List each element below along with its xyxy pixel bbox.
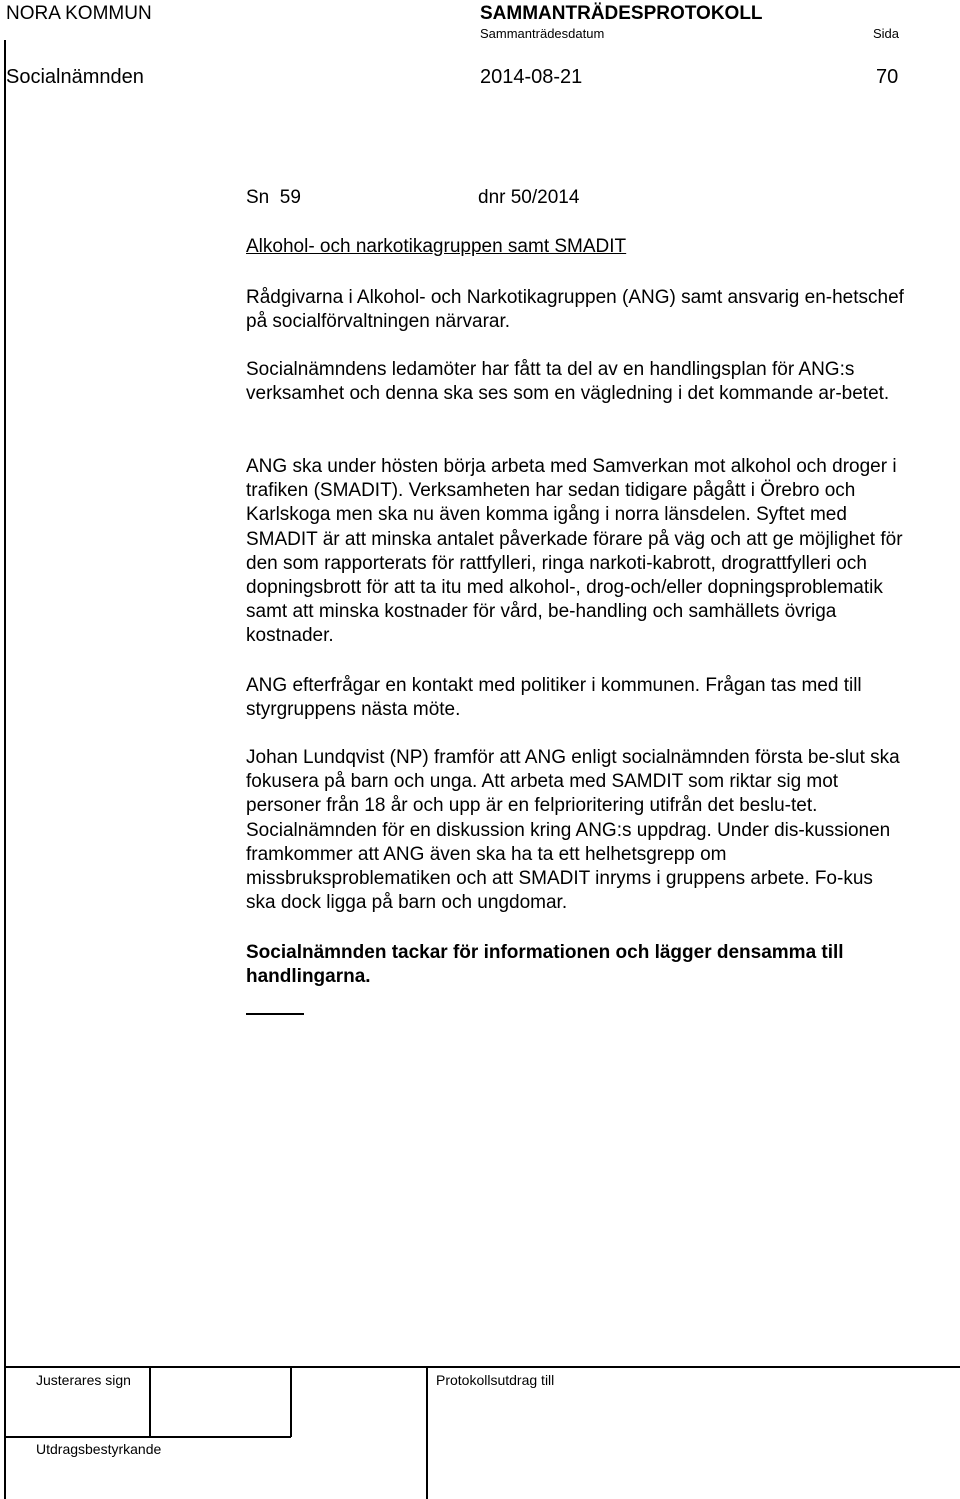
decision bbox=[246, 941, 906, 989]
paragraph-2 bbox=[246, 358, 906, 406]
org-name: NORA KOMMUN bbox=[6, 3, 152, 24]
justerares-sign-label: Justerares sign bbox=[36, 1372, 131, 1388]
paragraph-2-text: Socialnämndens ledamöter har fått ta del av en handlingsplan för ANG:s verksamhet och denna ska ses som en vägledning i det kommande ar-betet. bbox=[246, 359, 890, 405]
footer-top-line bbox=[4, 1366, 960, 1368]
paragraph-4 bbox=[246, 674, 906, 722]
paragraph-1 bbox=[246, 286, 906, 334]
utdragsbestyrkande-label: Utdragsbestyrkande bbox=[36, 1441, 162, 1457]
footer-divider-1 bbox=[149, 1366, 151, 1437]
page-number: 70 bbox=[876, 66, 899, 88]
paragraph-5-text: Johan Lundqvist (NP) framför att ANG enligt socialnämnden första be-slut ska fokusera på barn och unga. Att arbeta med SAMDIT som riktar sig mot personer från 18 år och upp är en felprioritering utifrån det beslu-tet. Socialnämnden för en diskussion kring ANG:s uppdrag. Under dis-kussionen framkommer att ANG även ska ha ta ett helhetsgrepp om missbruksproblematiken och att SMADIT inryms i gruppens arbete. Fo-kus ska dock ligga på barn och ungdomar. bbox=[246, 747, 900, 914]
footer-middle-line-left bbox=[4, 1436, 291, 1438]
paragraph-number: Sn 59 bbox=[246, 187, 301, 208]
decision-text: Socialnämnden tackar för informationen och lägger densamma till handlingarna. bbox=[246, 942, 844, 988]
page-label: Sida bbox=[873, 26, 900, 41]
diary-number: dnr 50/2014 bbox=[478, 187, 580, 208]
paragraph-5 bbox=[246, 746, 906, 915]
protokollsutdrag-label: Protokollsutdrag till bbox=[436, 1372, 555, 1388]
date-label: Sammanträdesdatum bbox=[480, 26, 605, 41]
meeting-date: 2014-08-21 bbox=[480, 66, 583, 88]
board-name: Socialnämnden bbox=[6, 66, 144, 88]
item-title: Alkohol- och narkotikagruppen samt SMADIT bbox=[246, 236, 627, 257]
footer-divider-2 bbox=[290, 1366, 292, 1437]
paragraph-1-text: Rådgivarna i Alkohol- och Narkotikagruppen (ANG) samt ansvarig en-hetschef på socialförvaltningen närvarar. bbox=[246, 287, 904, 333]
left-margin-line bbox=[4, 40, 6, 1499]
paragraph-4-text: ANG efterfrågar en kontakt med politiker i kommunen. Frågan tas med till styrgruppens nästa möte. bbox=[246, 675, 862, 721]
paragraph-3 bbox=[246, 455, 906, 649]
paragraph-3-text: ANG ska under hösten börja arbeta med Samverkan mot alkohol och droger i trafiken (SMADIT). Verksamheten har sedan tidigare pågått i Örebro och Karlskoga men ska nu även komma igång i norra länsdelen. Syftet med SMADIT är att minska antalet påverkade förare på väg och att ge möjlighet för den som rapporterats för rattfylleri, ringa narkoti-kabrott, drograttfylleri och dopningsbrott för att ta itu med alkohol-, drog-och/eller dopningsproblematik samt att minska kostnader för vård, be-handling och samhällets övriga kostnader. bbox=[246, 456, 903, 647]
document-type: SAMMANTRÄDESPROTOKOLL bbox=[480, 3, 763, 24]
footer-divider-3 bbox=[426, 1366, 428, 1499]
closing-rule bbox=[246, 1013, 304, 1015]
